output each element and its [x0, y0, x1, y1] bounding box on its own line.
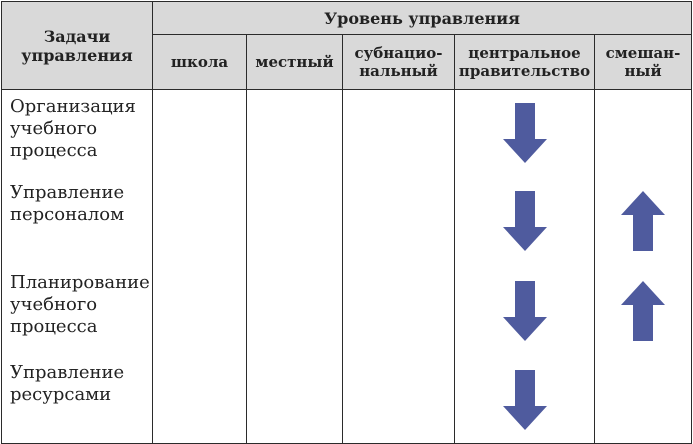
column-header-subnational: субнацио-нальный: [343, 35, 455, 90]
tasks-header-label: Задачи управления: [21, 26, 133, 65]
table-row: [2, 90, 692, 177]
column-header-local: местный: [247, 35, 343, 90]
level-header: [153, 2, 692, 35]
column-header-central: центральное правительство: [455, 35, 595, 90]
arrow-up-icon: [619, 189, 667, 253]
arrow-down-icon: [501, 368, 549, 432]
mixed-cell: [595, 266, 692, 356]
arrow-up-icon: [619, 279, 667, 343]
tasks-header: [2, 2, 153, 90]
task-label: Планирование учебного процесса: [2, 266, 153, 356]
central-cell: [455, 90, 595, 177]
table-row: [2, 266, 692, 356]
table-row: [2, 176, 692, 266]
task-label: Управление ресурсами: [2, 356, 153, 444]
level-header-label: Уровень управления: [324, 8, 520, 28]
central-cell: [455, 266, 595, 356]
arrow-down-icon: [501, 101, 549, 165]
task-label: Управление персоналом: [2, 176, 153, 266]
arrow-down-icon: [501, 279, 549, 343]
column-header-school: школа: [153, 35, 247, 90]
central-cell: [455, 176, 595, 266]
central-cell: [455, 356, 595, 444]
mixed-cell: [595, 176, 692, 266]
task-label: Организация учебного процесса: [2, 90, 153, 177]
column-header-mixed: смешан-ный: [595, 35, 692, 90]
table-row: [2, 356, 692, 444]
governance-levels-table: [1, 1, 692, 444]
arrow-down-icon: [501, 189, 549, 253]
